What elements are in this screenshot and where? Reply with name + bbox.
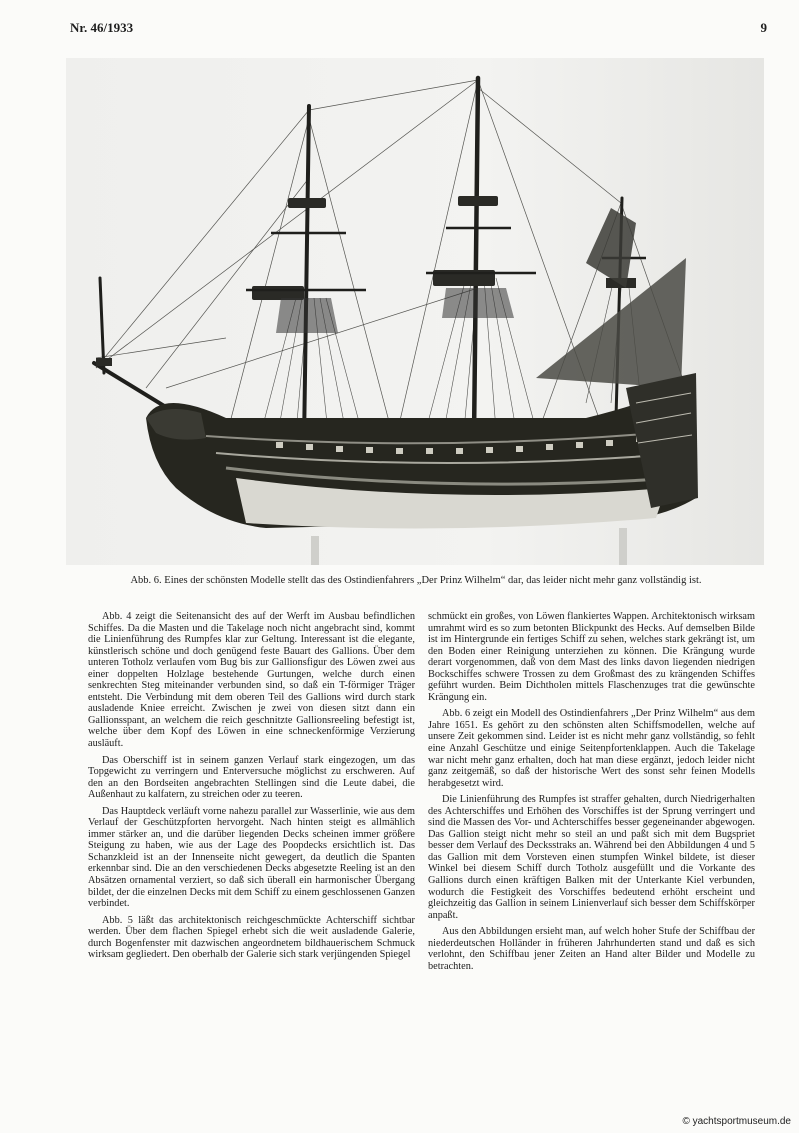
ship-model-illustration	[66, 58, 764, 565]
ship-model-photo	[66, 58, 764, 565]
text-column-left	[88, 611, 415, 966]
paragraph: Abb. 4 zeigt die Seitenansicht des auf der Werft im Ausbau befindlichen Schiffes. Da die Masten und die Takelage noch nicht angebracht sind, kommt die Linienführung des Rumpfes klar zur Geltung. Interessant ist die elegante, künstlerisch schöne und doch genügend feste Bauart des Gallions. Über dem unteren Totholz verlaufen vom Bug bis zur Gallionsfigur des Löwen zwei aus einer doppelten Holzlage bestehende Gurtungen, welche durch einen senkrechten Steg miteinander verbunden sind, so daß ein T-förmiger Träger entsteht. Die Verbindung mit dem oberen Teil des Gallions wird durch stark ausladende Kniee erreicht. Zwischen je zwei von diesen sitzt dann ein Gallionsspant, an welchem die reich geschnitzte Gallionsreeling befestigt ist, welche über dem Kopf des Löwen in eine schneckenförmige Verzierung ausläuft.	[88, 611, 415, 750]
paragraph: Abb. 5 läßt das architektonisch reichgeschmückte Achterschiff sichtbar werden. Über dem flachen Spiegel erhebt sich die weit ausladende Galerie, durch Bogenfenster mit dazwischen angeordnetem bildhauerischem Schmuck wirksam gegliedert. Den oberhalb der Galerie sich stark verjüngenden Spiegel	[88, 914, 415, 961]
paragraph: Die Linienführung des Rumpfes ist straffer gehalten, durch Niedrigerhalten des Achterschiffes und Erhöhen des Vorschiffes ist der Sprung verringert und sind die Massen des Vor- und Achterschiffes besser gegeneinander abgewogen. Das Gallion steigt nicht mehr so steil an und paßt sich mit dem Bugspriet besser dem Verlauf des Decksstraks an. Während bei den Abbildungen 4 und 5 das Gallion mit dem Vorsteven einen stumpfen Winkel bildete, ist dieser Winkel bei diesem Schiff durch Totholz ausgefüllt und die Vorkante des Gallions durch einen kräftigen Balken mit der Unterkante Kiel verbunden, wodurch die Festigkeit des Vorschiffes bedeutend erhöht erscheint und gleichzeitig das Gallion in seinem Linienverlauf sich besser dem Schiffskörper anpaßt.	[428, 794, 755, 921]
paragraph: Aus den Abbildungen ersieht man, auf welch hoher Stufe der Schiffbau der niederdeutschen Holländer in früheren Jahrhunderten stand und daß es sich verlohnt, den Schiffbau jener Zeiten an Hand alter Bilder und Modelle zu betrachten.	[428, 926, 755, 972]
page-number: 9	[760, 20, 767, 35]
copyright-watermark: © yachtsportmuseum.de	[682, 1116, 791, 1127]
paragraph: Das Hauptdeck verläuft vorne nahezu parallel zur Wasserlinie, wie aus dem Verlauf der Geschützpforten hervorgeht. Nach hinten steigt es allmählich immer stärker an, und die darüber liegenden Decks scheinen immer größere Steigung zu haben, wie aus der Lage des Poopdecks ersichtlich ist. Das Schanzkleid ist an der Innenseite nicht gewegert, da deutlich die Spanten erkennbar sind. Die an den verschiedenen Decks abgesetzte Reeling ist an den Absätzen ornamental verziert, so daß sich überall ein harmonischer Übergang bildet, der die einzelnen Decks mit dem Schiff zu einem geschlossenen Ganzen verbindet.	[88, 805, 415, 910]
text-column-right	[428, 611, 755, 977]
issue-number: Nr. 46/1933	[70, 20, 134, 35]
paragraph: Das Oberschiff ist in seinem ganzen Verlauf stark eingezogen, um das Topgewicht zu verringern und Enterversuche möglichst zu erschweren. Auf den an den Bordseiten angebrachten Stellingen sind die Leute dabei, die Außenhaut zu kalfatern, zu streichen oder zu teeren.	[88, 754, 415, 801]
figure-caption: Abb. 6. Eines der schönsten Modelle stellt das des Ostindienfahrers „Der Prinz Wilhelm“ dar, das leider nicht mehr ganz vollständig ist.	[130, 575, 702, 586]
paragraph: Abb. 6 zeigt ein Modell des Ostindienfahrers „Der Prinz Wilhelm“ aus dem Jahre 1651. Es gehört zu den schönsten alten Schiffsmodellen, welche auf unsere Zeit gekommen sind. Leider ist es nicht mehr ganz vollständig, so fehlt eine Anzahl Geschütze und einige Seitenpfortenklappen. Auch die Takelage war nicht mehr ganz erhalten, doch hat man diese ergänzt, jedoch leider nicht ganz zeitgemäß, so daß der historische Wert des sonst sehr feinen Modells herabgesetzt wird.	[428, 708, 755, 789]
paragraph-continuation: schmückt ein großes, von Löwen flankiertes Wappen. Architektonisch wirksam umrahmt wird es so zum betonten Blickpunkt des Hecks. Auf demselben Bilde ist im Hintergrunde ein fertiges Schiff zu sehen, welches stark gekrängt ist, um den Boden einer Reinigung unterziehen zu können. Die Krängung wurde derart vorgenommen, daß von dem Mast des links davon liegenden niedrigen Bockschiffes schwere Trossen zu dem Großmast des zu krängenden Schiffes geführt wurden. Beim Dichtholen mittels Flaschenzuges trat die gewünschte Krängung ein.	[428, 611, 755, 703]
